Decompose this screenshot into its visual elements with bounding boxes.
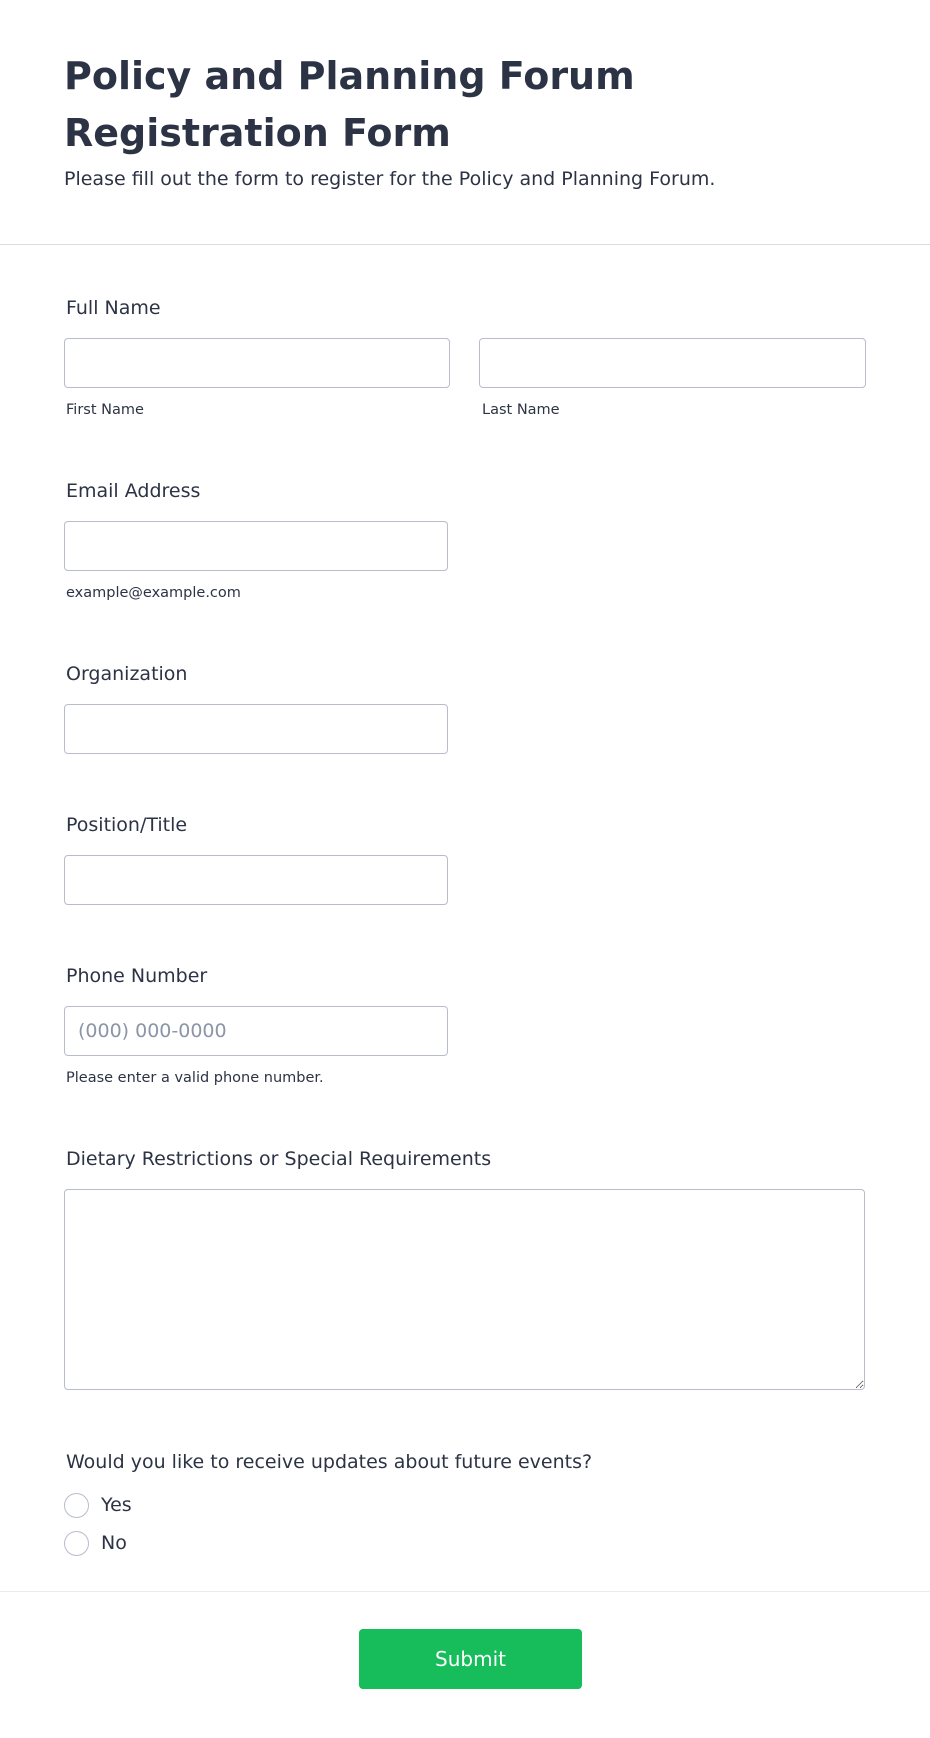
organization-label: Organization xyxy=(66,663,188,685)
organization-input[interactable] xyxy=(64,704,448,754)
position-input[interactable] xyxy=(64,855,448,905)
radio-option-no[interactable] xyxy=(64,1530,127,1556)
email-sublabel: example@example.com xyxy=(66,585,241,601)
dietary-label: Dietary Restrictions or Special Requirements xyxy=(66,1148,492,1170)
first-name-input[interactable] xyxy=(64,338,450,388)
full-name-label: Full Name xyxy=(66,297,161,319)
email-input[interactable] xyxy=(64,521,448,571)
form-header xyxy=(0,0,930,245)
radio-circle-icon[interactable] xyxy=(64,1531,89,1556)
updates-question-label: Would you like to receive updates about future events? xyxy=(66,1451,593,1473)
last-name-sublabel: Last Name xyxy=(482,402,560,418)
first-name-sublabel: First Name xyxy=(66,402,144,418)
phone-input[interactable] xyxy=(64,1006,448,1056)
radio-label-yes: Yes xyxy=(101,1494,132,1516)
radio-circle-icon[interactable] xyxy=(64,1493,89,1518)
email-label: Email Address xyxy=(66,480,201,502)
page-subtitle: Please fill out the form to register for the Policy and Planning Forum. xyxy=(64,168,716,190)
radio-option-yes[interactable] xyxy=(64,1492,132,1518)
phone-sublabel: Please enter a valid phone number. xyxy=(66,1070,324,1086)
phone-label: Phone Number xyxy=(66,965,208,987)
radio-label-no: No xyxy=(101,1532,127,1554)
dietary-textarea[interactable] xyxy=(64,1189,865,1390)
position-label: Position/Title xyxy=(66,814,188,836)
last-name-input[interactable] xyxy=(479,338,866,388)
submit-button[interactable]: Submit xyxy=(359,1629,582,1689)
page-title: Policy and Planning Forum Registration Form xyxy=(64,54,635,155)
footer-divider xyxy=(0,1591,930,1592)
